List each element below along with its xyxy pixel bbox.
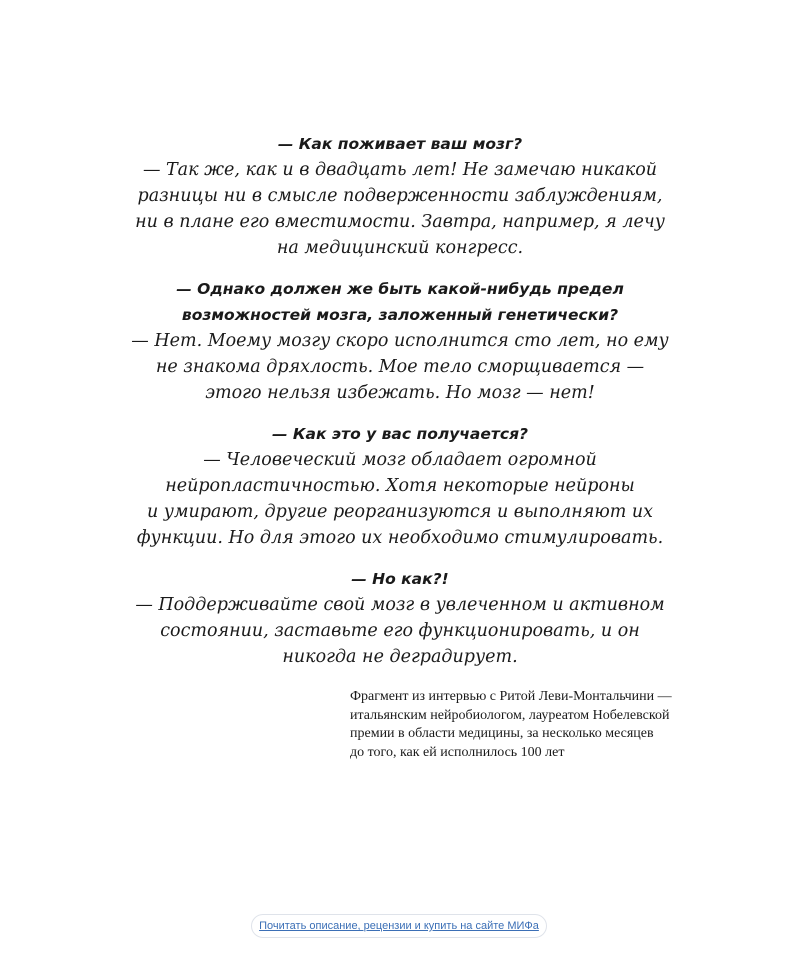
answer-line: состоянии, заставьте его функционировать, и он: [160, 621, 640, 641]
answer-line: — Нет. Моему мозгу скоро исполнится сто лет, но ему: [131, 331, 669, 351]
mif-store-link[interactable]: Почитать описание, рецензии и купить на сайте МИФа: [251, 914, 547, 938]
answer-line: функции. Но для этого их необходимо стимулировать.: [136, 528, 664, 548]
answer-line: ни в плане его вместимости. Завтра, например, я лечу: [135, 212, 665, 232]
dialogue-block-1: [0, 131, 800, 261]
answer-line: на медицинский конгресс.: [276, 238, 524, 258]
answer-line: и умирают, другие реорганизуются и выполняют их: [146, 502, 654, 522]
dialogue-block-3: [0, 421, 800, 551]
answer-line: — Поддерживайте свой мозг в увлеченном и активном: [135, 595, 665, 615]
caption-line: до того, как ей исполнилось 100 лет: [350, 744, 565, 760]
answer-line: нейропластичностью. Хотя некоторые нейроны: [165, 476, 635, 496]
question-line: возможностей мозга, заложенный генетически?: [181, 306, 619, 324]
dialogue-block-4: [0, 566, 800, 670]
answer-line: этого нельзя избежать. Но мозг — нет!: [205, 383, 595, 403]
caption-line: итальянским нейробиологом, лауреатом Нобелевской: [350, 707, 670, 723]
question-line: — Однако должен же быть какой-нибудь предел: [176, 280, 624, 298]
caption-line: Фрагмент из интервью с Ритой Леви-Монтальчини —: [350, 689, 672, 704]
caption-line: премии в области медицины, за несколько месяцев: [350, 726, 654, 741]
answer-line: никогда не деградирует.: [282, 647, 518, 667]
answer-line: — Человеческий мозг обладает огромной: [203, 450, 597, 470]
dialogue-block-2: [0, 276, 800, 406]
question-line: — Но как?!: [351, 570, 449, 588]
question-line: — Как поживает ваш мозг?: [277, 135, 523, 153]
interview-dialogue: [0, 131, 800, 685]
source-caption: [350, 688, 730, 762]
answer-line: не знакома дряхлость. Мое тело сморщивается —: [155, 357, 645, 377]
question-line: — Как это у вас получается?: [271, 425, 529, 443]
answer-line: разницы ни в смысле подверженности заблуждениям,: [137, 186, 663, 206]
answer-line: — Так же, как и в двадцать лет! Не замечаю никакой: [142, 160, 658, 180]
